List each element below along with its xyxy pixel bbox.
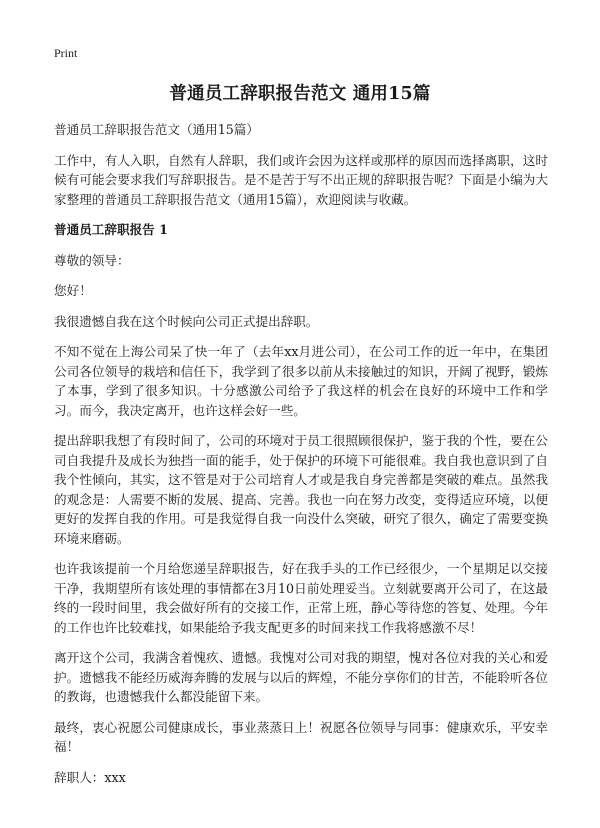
body-paragraph: 我很遗憾自我在这个时候向公司正式提出辞职。 bbox=[54, 313, 319, 329]
intro-paragraph: 工作中，有人入职，自然有人辞职，我们或许会因为这样或那样的原因而选择离职，这时候有可能会要求我们写辞职报告。是不是苦于写不出正规的辞职报告呢？下面是小编为大家整理的普通员工辞职报告范文（通用15篇），欢迎阅读与收藏。 bbox=[54, 152, 548, 207]
document-body bbox=[54, 120, 548, 798]
body-paragraph: 最终，衷心祝愿公司健康成长，事业蒸蒸日上！祝愿各位领导与同事：健康欢乐，平安幸福！ bbox=[54, 719, 548, 754]
signature: 辞职人：xxx bbox=[54, 769, 126, 785]
body-paragraph: 提出辞职我想了有段时间了，公司的环境对于员工很照顾很保护，鉴于我的个性，要在公司自我提升及成长为独挡一面的能手，处于保护的环境下可能很难。我自我也意识到了自我个性倾向，其实，这不管是对于公司培育人才或是我自身完善都是突破的难点。虽然我的观念是：人需要不断的发展、提高、完善。我也一向在努力改变，变得适应环境，以便更好的发挥自我的作用。可是我觉得自我一向没什么突破，研究了很久，确定了需要变换环境来磨砺。 bbox=[54, 433, 548, 546]
document-subtitle: 普通员工辞职报告范文（通用15篇） bbox=[54, 122, 259, 137]
salutation: 尊敬的领导： bbox=[54, 252, 130, 268]
print-link[interactable]: Print bbox=[54, 46, 78, 60]
body-paragraph: 也许我该提前一个月给您递呈辞职报告，好在我手头的工作已经很少，一个星期足以交接干净，我期望所有该处理的事情都在3月10日前处理妥当。立刻就要离开公司了，在这最终的一段时间里，我会做好所有的交接工作，正常上班，静心等待您的答复、处理。今年的工作也许比较难找，如果能给予我支配更多的时间来找工作我将感激不尽！ bbox=[54, 561, 548, 635]
body-paragraph: 不知不觉在上海公司呆了快一年了（去年xx月进公司），在公司工作的近一年中，在集团公司各位领导的栽培和信任下，我学到了很多以前从未接触过的知识，开阔了视野，锻炼了本事，学到了很多知识。十分感激公司给予了我这样的机会在良好的环境中工作和学习。而今，我决定离开，也许这样会好一些。 bbox=[54, 344, 548, 418]
document-title: 普通员工辞职报告范文 通用15篇 bbox=[169, 84, 431, 104]
section-heading: 普通员工辞职报告 1 bbox=[54, 222, 168, 237]
greeting: 您好！ bbox=[54, 283, 92, 298]
body-paragraph: 离开这个公司，我满含着愧疚、遗憾。我愧对公司对我的期望，愧对各位对我的关心和爱护。遗憾我不能经历威海奔腾的发展与以后的辉煌，不能分享你们的甘苦，不能聆听各位的教诲，也遗憾我什么都没能留下来。 bbox=[54, 650, 548, 704]
